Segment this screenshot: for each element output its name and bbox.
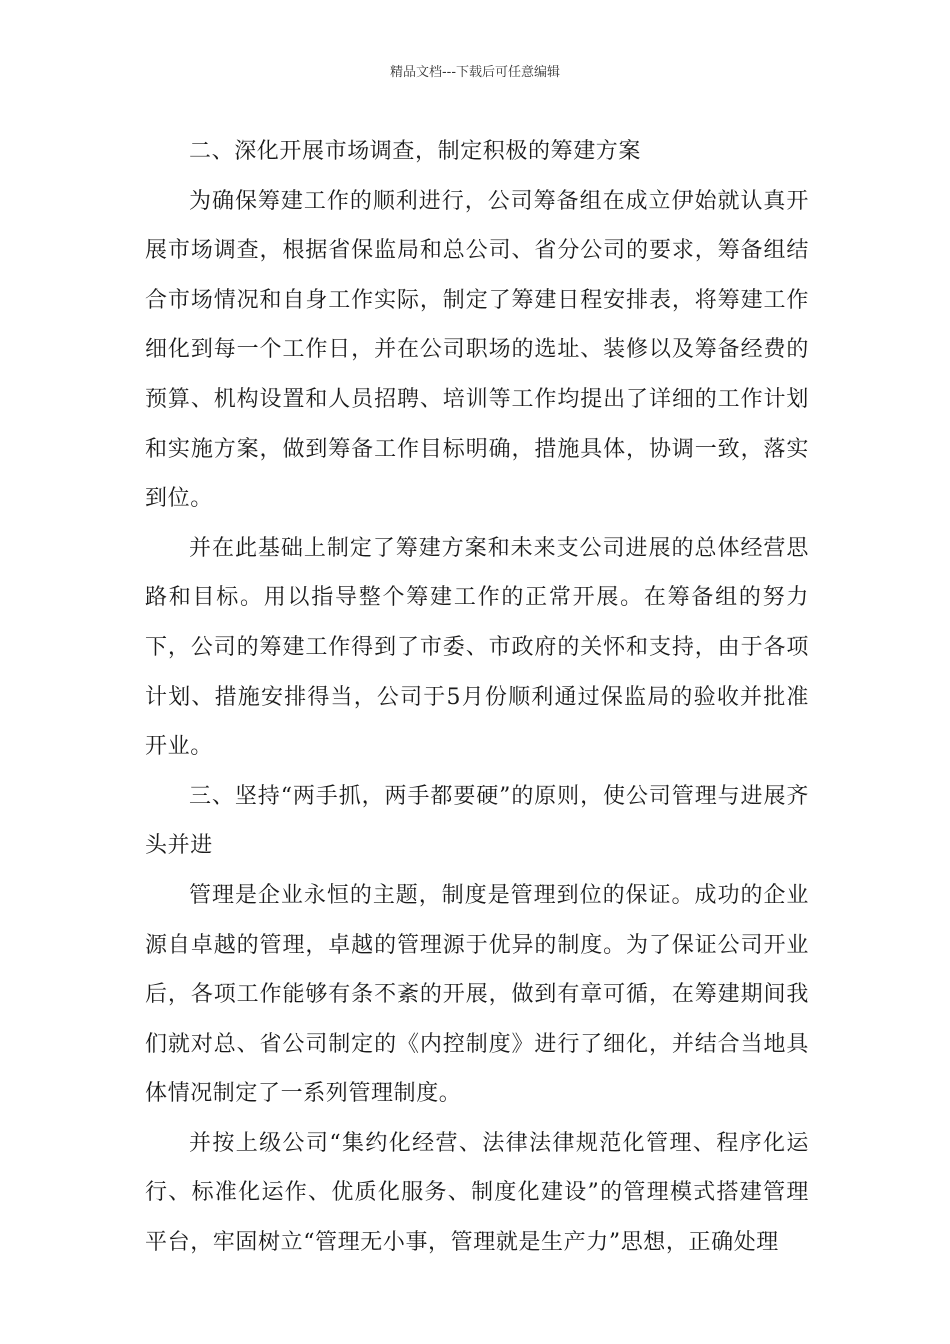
paragraph: 管理是企业永恒的主题，制度是管理到位的保证。成功的企业源自卓越的管理，卓越的管理源于优异的制度。为了保证公司开业后，各项工作能够有条不紊的开展，做到有章可循，在筹建期间我们就对总、省公司制定的《内控制度》进行了细化，并结合当地具体情况制定了一系列管理制度。 [145, 882, 809, 1107]
page-header: 精品文档---下载后可任意编辑 [389, 65, 561, 80]
paragraph: 并按上级公司“集约化经营、法律法律规范化管理、程序化运行、标准化运作、优质化服务、制度化建设”的管理模式搭建管理平台，牢固树立“管理无小事，管理就是生产力”思想，正确处理 [145, 1130, 809, 1256]
paragraph: 并在此基础上制定了筹建方案和未来支公司进展的总体经营思路和目标。用以指导整个筹建工作的正常开展。在筹备组的努力下，公司的筹建工作得到了市委、市政府的关怀和支持，由于各项计划、措施安排得当，公司于5月份顺利通过保监局的验收并批准开业。 [145, 535, 809, 760]
document-body [145, 127, 809, 1268]
section-heading-2: 二、深化开展市场调查，制定积极的筹建方案 [189, 139, 642, 164]
section-heading-3: 三、坚持“两手抓，两手都要硬”的原则，使公司管理与进展齐头并进 [145, 783, 809, 859]
paragraph: 为确保筹建工作的顺利进行，公司筹备组在成立伊始就认真开展市场调查，根据省保监局和总公司、省分公司的要求，筹备组结合市场情况和自身工作实际，制定了筹建日程安排表，将筹建工作细化到每一个工作日，并在公司职场的选址、装修以及筹备经费的预算、机构设置和人员招聘、培训等工作均提出了详细的工作计划和实施方案，做到筹备工作目标明确，措施具体，协调一致，落实到位。 [145, 188, 809, 512]
